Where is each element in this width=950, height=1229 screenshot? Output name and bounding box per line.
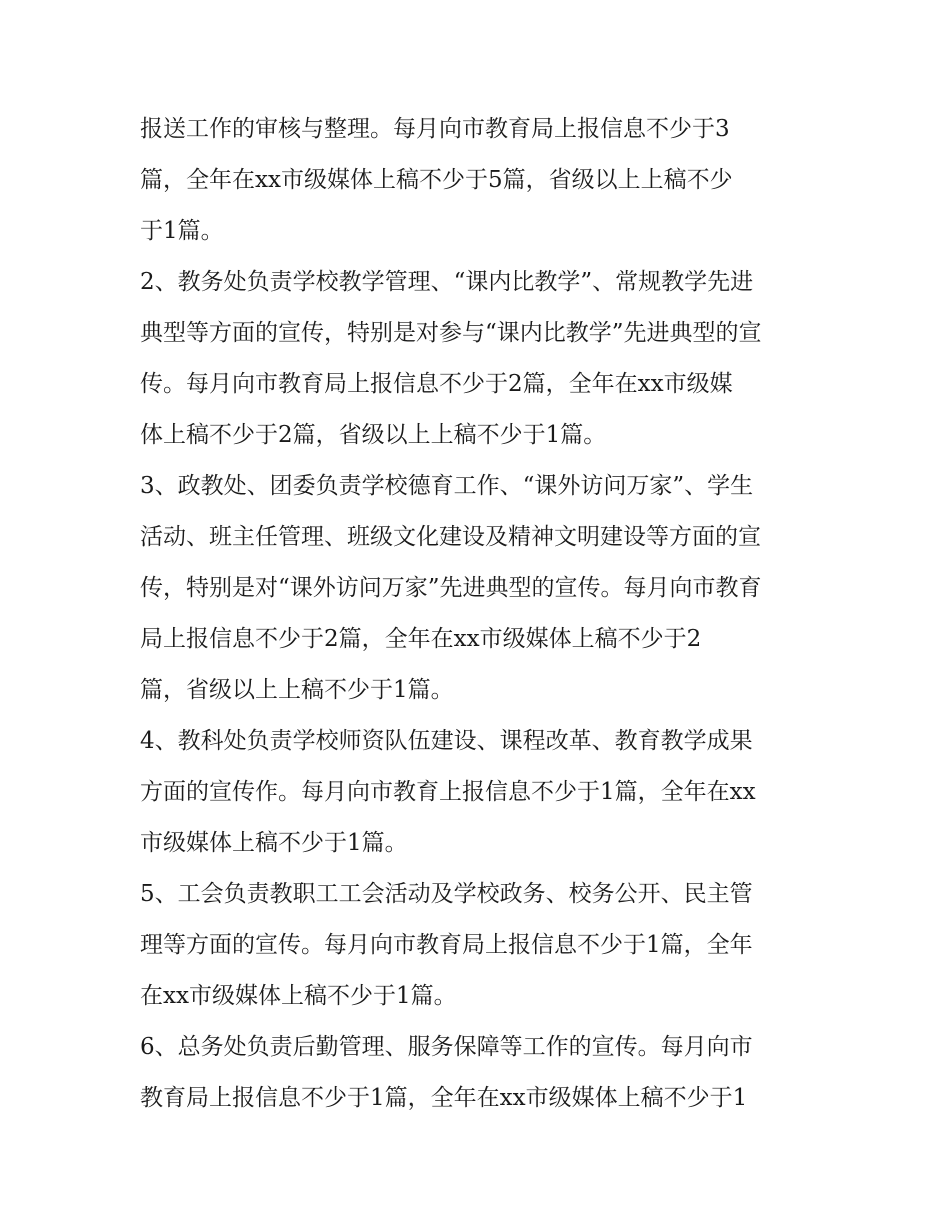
- text-line: 传。每月向市教育局上报信息不少于2篇，全年在xx市级媒: [140, 371, 733, 397]
- text-line: 体上稿不少于2篇，省级以上上稿不少于1篇。: [140, 422, 607, 448]
- document-body: [140, 104, 812, 1124]
- text-line: 3、政教处、团委负责学校德育工作、“课外访问万家”、学生: [140, 473, 754, 499]
- text-line: 2、教务处负责学校教学管理、“课内比教学”、常规教学先进: [140, 269, 754, 295]
- text-line: 在xx市级媒体上稿不少于1篇。: [140, 983, 457, 1009]
- text-line: 典型等方面的宣传，特别是对参与“课内比教学”先进典型的宣: [140, 320, 762, 346]
- text-line: 理等方面的宣传。每月向市教育局上报信息不少于1篇，全年: [140, 932, 753, 958]
- text-line: 篇，全年在xx市级媒体上稿不少于5篇，省级以上上稿不少: [140, 167, 733, 193]
- text-line: 篇，省级以上上稿不少于1篇。: [140, 677, 454, 703]
- text-line: 报送工作的审核与整理。每月向市教育局上报信息不少于3: [140, 116, 730, 142]
- text-line: 方面的宣传作。每月向市教育上报信息不少于1篇，全年在xx: [140, 779, 756, 805]
- text-line: 6、总务处负责后勤管理、服务保障等工作的宣传。每月向市: [140, 1034, 753, 1060]
- text-line: 市级媒体上稿不少于1篇。: [140, 830, 408, 856]
- text-line: 于1篇。: [140, 218, 224, 244]
- text-line: 局上报信息不少于2篇，全年在xx市级媒体上稿不少于2: [140, 626, 702, 652]
- text-line: 5、工会负责教职工工会活动及学校政务、校务公开、民主管: [140, 881, 753, 907]
- text-line: 4、教科处负责学校师资队伍建设、课程改革、教育教学成果: [140, 728, 753, 754]
- text-line: 活动、班主任管理、班级文化建设及精神文明建设等方面的宣: [140, 524, 761, 550]
- text-line: 教育局上报信息不少于1篇，全年在xx市级媒体上稿不少于1: [140, 1085, 748, 1111]
- text-line: 传，特别是对“课外访问万家”先进典型的宣传。每月向市教育: [140, 575, 762, 601]
